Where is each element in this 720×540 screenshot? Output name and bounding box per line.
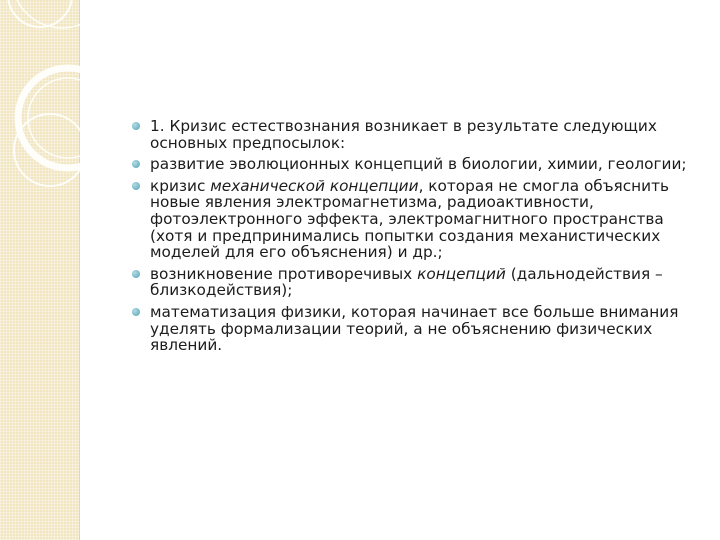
list-item (130, 266, 695, 299)
list-item (130, 178, 695, 261)
content-area (130, 118, 695, 359)
list-item-text: (дальнодействия – близкодействия); (150, 264, 663, 300)
list-item-emphasis: механической концепции (210, 176, 419, 195)
list-item (130, 304, 695, 354)
list-item-text: кризис (150, 176, 211, 195)
list-item-text: , которая не смогла объяснить новые явления электромагнетизма, радиоактивности, фотоэлектронного эффекта, электромагнитного пространства (хотя и предпринимались попытки создания механистических моделей для его объяснения) и др.; (150, 176, 670, 262)
circle-bullet-icon (132, 308, 140, 316)
list-item (130, 156, 695, 173)
bullet-list (130, 118, 695, 354)
list-item-text: развитие эволюционных концепций в биологии, химии, геологии; (150, 155, 687, 174)
circle-bullet-icon (132, 160, 140, 168)
decorative-ring-ornament (0, 0, 130, 300)
list-item (130, 118, 695, 151)
circle-bullet-icon (132, 182, 140, 190)
circle-bullet-icon (132, 122, 140, 130)
list-item-text: 1. Кризис естествознания возникает в результате следующих основных предпосылок: (150, 117, 657, 152)
circle-bullet-icon (132, 270, 140, 278)
list-item-text: математизация физики, которая начинает все больше внимания уделять формализации теорий, а не объяснению физических явлений. (150, 302, 679, 355)
list-item-text: возникновение противоречивых (150, 264, 418, 283)
list-item-emphasis: концепций (417, 264, 506, 283)
